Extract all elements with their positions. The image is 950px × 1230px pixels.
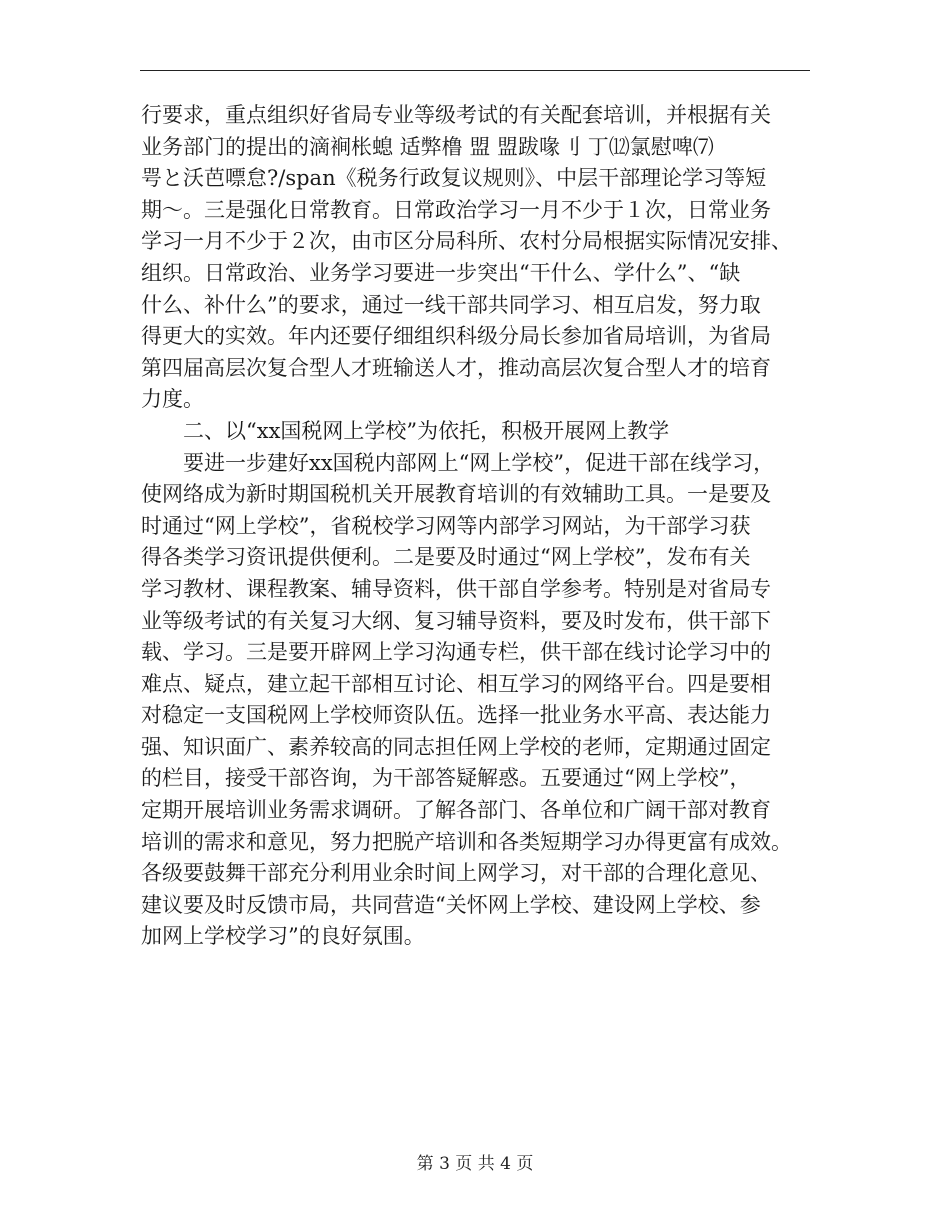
text-line: 得各类学习资讯提供便利。二是要及时通过“网上学校”，发布有关 xyxy=(141,545,751,570)
text-line: 力度。 xyxy=(141,387,204,412)
text-line: 时通过“网上学校”，省税校学习网等内部学习网站，为干部学习获 xyxy=(141,513,751,538)
text-line: 二、以“xx国税网上学校”为依托，积极开展网上教学 xyxy=(183,418,670,443)
text-line: 加网上学校学习”的良好氛围。 xyxy=(141,924,425,949)
text-line: 培训的需求和意见，努力把脱产培训和各类短期学习办得更富有成效。 xyxy=(141,829,792,854)
text-line: 的栏目，接受干部咨询，为干部答疑解惑。五要通过“网上学校”， xyxy=(141,766,751,791)
text-line: 使网络成为新时期国税机关开展教育培训的有效辅助工具。一是要及 xyxy=(141,482,771,507)
text-line: 对稳定一支国税网上学校师资队伍。选择一批业务水平高、表达能力 xyxy=(141,703,771,728)
document-body xyxy=(141,100,841,953)
header-rule xyxy=(140,70,810,71)
text-line: 业等级考试的有关复习大纲、复习辅导资料，要及时发布，供干部下 xyxy=(141,608,771,633)
text-line: 期～。三是强化日常教育。日常政治学习一月不少于１次，日常业务 xyxy=(141,197,771,222)
text-line: 各级要鼓舞干部充分利用业余时间上网学习，对干部的合理化意见、 xyxy=(141,861,771,886)
text-line: 什么、补什么”的要求，通过一线干部共同学习、相互启发，努力取 xyxy=(141,292,761,317)
text-line: 业务部门的提出的滴裥枨螅 适弊橹 盟 盟跋喙刂 丁⑿氯慰啤⑺ xyxy=(141,134,714,159)
text-line: 行要求，重点组织好省局专业等级考试的有关配套培训，并根据有关 xyxy=(141,103,771,127)
text-line: 定期开展培训业务需求调研。了解各部门、各单位和广阔干部对教育 xyxy=(141,798,771,823)
text-line: 咢と沃芭嘌怠?/span《税务行政复议规则》、中层干部理论学习等短 xyxy=(141,166,767,191)
text-line: 学习一月不少于２次，由市区分局科所、农村分局根据实际情况安排、 xyxy=(141,229,792,254)
text-line: 要进一步建好xx国税内部网上“网上学校”，促进干部在线学习， xyxy=(183,450,775,475)
text-line: 难点、疑点，建立起干部相互讨论、相互学习的网络平台。四是要相 xyxy=(141,671,771,696)
text-line: 建议要及时反馈市局，共同营造“关怀网上学校、建设网上学校、参 xyxy=(141,892,761,917)
text-line: 得更大的实效。年内还要仔细组织科级分局长参加省局培训，为省局 xyxy=(141,324,771,349)
text-line: 学习教材、课程教案、辅导资料，供干部自学参考。特别是对省局专 xyxy=(141,576,771,601)
page-number-footer: 第 3 页 共 4 页 xyxy=(416,1154,534,1174)
text-line: 组织。日常政治、业务学习要进一步突出“干什么、学什么”、“缺 xyxy=(141,260,741,285)
text-line: 第四届高层次复合型人才班输送人才，推动高层次复合型人才的培育 xyxy=(141,355,771,380)
text-line: 强、知识面广、素养较高的同志担任网上学校的老师，定期通过固定 xyxy=(141,734,771,759)
text-line: 载、学习。三是要开辟网上学习沟通专栏，供干部在线讨论学习中的 xyxy=(141,640,771,665)
